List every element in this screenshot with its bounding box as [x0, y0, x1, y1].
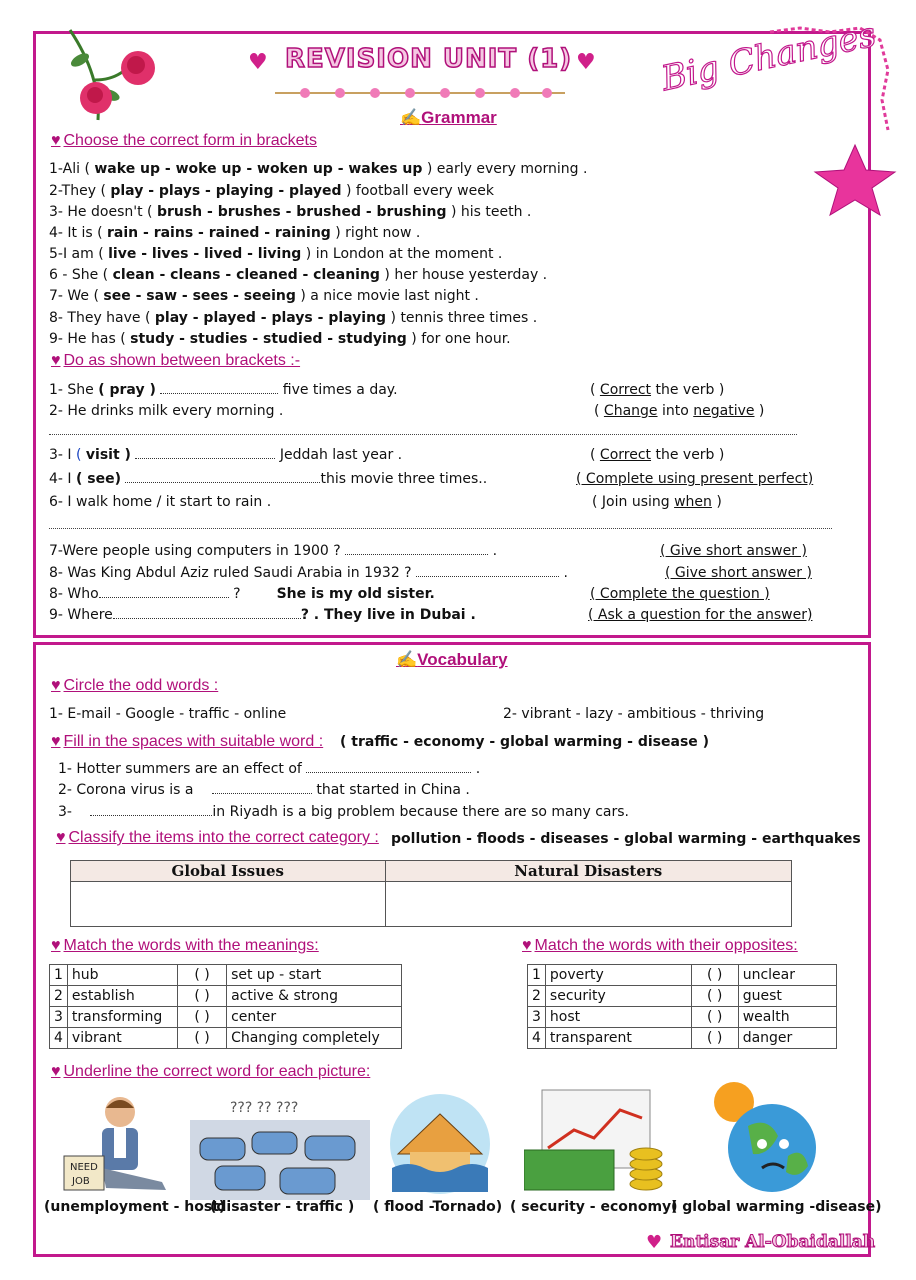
- question-7: 7-Were people using computers in 1900 ? .: [49, 543, 498, 559]
- traffic-icon: [190, 1090, 370, 1200]
- odd-words-1: 1- E-mail - Google - traffic - online: [49, 706, 287, 722]
- section-heading: ♥ Do as shown between brackets :-: [51, 352, 301, 369]
- table-cell: unclear: [738, 965, 836, 986]
- options[interactable]: rain - rains - rained - raining: [107, 225, 331, 241]
- column-header: Natural Disasters: [385, 861, 791, 882]
- svg-text:JOB: JOB: [72, 1176, 90, 1187]
- answer-cell[interactable]: ( ): [691, 986, 738, 1007]
- column-header: Global Issues: [71, 861, 386, 882]
- global-warming-icon: [708, 1076, 828, 1200]
- answer-cell[interactable]: ( ): [178, 1007, 227, 1028]
- choose-item: 8- They have ( play - played - plays - playing ) tennis three times .: [49, 310, 538, 326]
- answer-cell[interactable]: ( ): [691, 1007, 738, 1028]
- table-cell: guest: [738, 986, 836, 1007]
- answer-cell[interactable]: [385, 882, 791, 927]
- table-row: [50, 1028, 402, 1049]
- caption-3: ( flood -Tornado): [373, 1199, 503, 1215]
- instruction: ( Complete using present perfect): [576, 471, 814, 487]
- options[interactable]: brush - brushes - brushed - brushing: [156, 204, 447, 220]
- choose-item: 3- He doesn't ( brush - brushes - brushed - brushing ) his teeth .: [49, 204, 532, 220]
- options[interactable]: study - studies - studied - studying: [130, 331, 407, 347]
- section-heading: ♥ Match the words with the meanings:: [51, 937, 319, 954]
- instruction: ( Correct the verb ): [590, 382, 725, 398]
- grammar-label: ✍Grammar: [400, 108, 497, 127]
- table-cell: wealth: [738, 1007, 836, 1028]
- choose-item: 5-I am ( live - lives - lived - living ) in London at the moment .: [49, 246, 503, 262]
- section-heading: ♥ Underline the correct word for each picture:: [51, 1063, 371, 1080]
- heart-icon: ♥: [646, 1232, 663, 1253]
- odd-words-2: 2- vibrant - lazy - ambitious - thriving: [503, 706, 765, 722]
- answer-cell[interactable]: ( ): [691, 965, 738, 986]
- caption-5: ( global warming -disease): [671, 1199, 882, 1215]
- table-cell: host: [545, 1007, 691, 1028]
- table-row: [50, 965, 402, 986]
- flood-icon: [378, 1092, 503, 1197]
- section-heading: ♥ Fill in the spaces with suitable word :: [51, 733, 324, 750]
- word-bank: ( traffic - economy - global warming - disease ): [340, 734, 710, 750]
- page-title: REVISION UNIT (1): [285, 44, 573, 74]
- subtitle: Big Changes: [658, 14, 880, 100]
- table-row: [528, 986, 837, 1007]
- table-cell: danger: [738, 1028, 836, 1049]
- question-4: 4- I ( see) this movie three times..: [49, 471, 488, 487]
- table-cell: establish: [67, 986, 177, 1007]
- options[interactable]: see - saw - sees - seeing: [103, 288, 296, 304]
- table-cell: 3: [528, 1007, 546, 1028]
- table-cell: transforming: [67, 1007, 177, 1028]
- question-8a: 8- Was King Abdul Aziz ruled Saudi Arabia in 1932 ? .: [49, 565, 568, 581]
- vocabulary-label: ✍Vocabulary: [396, 650, 508, 669]
- choose-item: 9- He has ( study - studies - studied - studying ) for one hour.: [49, 331, 511, 347]
- instruction: ( Ask a question for the answer): [588, 607, 813, 623]
- table-cell: 1: [50, 965, 68, 986]
- choose-item: 4- It is ( rain - rains - rained - raining ) right now .: [49, 225, 421, 241]
- instruction: ( Change into negative ): [594, 403, 765, 419]
- classify-words: pollution - floods - diseases - global warming - earthquakes: [391, 831, 861, 847]
- table-cell: 1: [528, 965, 546, 986]
- table-row: [50, 1007, 402, 1028]
- choose-item: 7- We ( see - saw - sees - seeing ) a nice movie last night .: [49, 288, 479, 304]
- author-signature: Entisar Al-Obaidallah: [670, 1232, 876, 1252]
- answer-cell[interactable]: ( ): [691, 1028, 738, 1049]
- table-row: [528, 1028, 837, 1049]
- table-cell: security: [545, 986, 691, 1007]
- section-heading: ♥ Match the words with their opposites:: [522, 937, 798, 954]
- match-table-opposites: [527, 964, 837, 1049]
- options[interactable]: wake up - woke up - woken up - wakes up: [94, 161, 423, 177]
- table-cell: poverty: [545, 965, 691, 986]
- table-cell: 2: [528, 986, 546, 1007]
- choose-item: 1-Ali ( wake up - woke up - woken up - wakes up ) early every morning .: [49, 161, 588, 177]
- instruction: ( Complete the question ): [590, 586, 770, 602]
- unemployed-man-icon: [62, 1090, 187, 1200]
- table-row: [528, 965, 837, 986]
- section-heading: ♥ Circle the odd words :: [51, 677, 219, 694]
- table-cell: transparent: [545, 1028, 691, 1049]
- options[interactable]: live - lives - lived - living: [108, 246, 302, 262]
- category-table: [70, 860, 792, 927]
- fill-3: 3- in Riyadh is a big problem because there are so many cars.: [58, 804, 629, 820]
- table-cell: center: [227, 1007, 402, 1028]
- heart-icon: ♥: [576, 50, 596, 75]
- table-cell: active & strong: [227, 986, 402, 1007]
- answer-cell[interactable]: ( ): [178, 986, 227, 1007]
- question-9: 9- Where ? . They live in Dubai .: [49, 607, 476, 623]
- fill-1: 1- Hotter summers are an effect of .: [58, 761, 481, 777]
- question-3: 3- I ( visit ) Jeddah last year .: [49, 447, 403, 463]
- caption-4: ( security - economy): [510, 1199, 678, 1215]
- answer-line: [49, 434, 797, 435]
- section-heading: ♥ Choose the correct form in brackets: [51, 132, 317, 149]
- table-cell: 4: [50, 1028, 68, 1049]
- svg-text:??? ?? ???: ??? ?? ???: [230, 1100, 299, 1116]
- options[interactable]: clean - cleans - cleaned - cleaning: [112, 267, 380, 283]
- choose-item: 6 - She ( clean - cleans - cleaned - cleaning ) her house yesterday .: [49, 267, 548, 283]
- answer-cell[interactable]: ( ): [178, 1028, 227, 1049]
- answer-line: [49, 528, 832, 529]
- caption-1: (unemployment - host): [44, 1199, 226, 1215]
- table-row: [50, 986, 402, 1007]
- roses-icon: [40, 20, 160, 130]
- section-heading: ♥ Classify the items into the correct category :: [56, 829, 379, 846]
- table-cell: vibrant: [67, 1028, 177, 1049]
- instruction: ( Correct the verb ): [590, 447, 725, 463]
- svg-text:NEED: NEED: [70, 1162, 98, 1173]
- match-table-meanings: [49, 964, 402, 1049]
- fill-2: 2- Corona virus is a that started in China .: [58, 782, 470, 798]
- table-cell: 2: [50, 986, 68, 1007]
- instruction: ( Give short answer ): [665, 565, 812, 581]
- instruction: ( Join using when ): [592, 494, 722, 510]
- economy-icon: [524, 1088, 669, 1200]
- table-cell: 4: [528, 1028, 546, 1049]
- heart-icon: ♥: [248, 50, 268, 75]
- table-row: [528, 1007, 837, 1028]
- caption-2: (disaster - traffic ): [210, 1199, 355, 1215]
- garland-icon: [275, 84, 565, 102]
- table-cell: hub: [67, 965, 177, 986]
- table-cell: Changing completely: [227, 1028, 402, 1049]
- choose-item: 2-They ( play - plays - playing - played ) football every week: [49, 183, 494, 199]
- question-2: 2- He drinks milk every morning .: [49, 403, 284, 419]
- question-1: 1- She ( pray ) five times a day.: [49, 382, 398, 398]
- table-cell: 3: [50, 1007, 68, 1028]
- options[interactable]: play - plays - playing - played: [110, 183, 342, 199]
- answer-cell[interactable]: ( ): [178, 965, 227, 986]
- instruction: ( Give short answer ): [660, 543, 807, 559]
- answer-cell[interactable]: [71, 882, 386, 927]
- options[interactable]: play - played - plays - playing: [154, 310, 387, 326]
- question-6: 6- I walk home / it start to rain .: [49, 494, 272, 510]
- question-8b: 8- Who ? She is my old sister.: [49, 586, 435, 602]
- table-cell: set up - start: [227, 965, 402, 986]
